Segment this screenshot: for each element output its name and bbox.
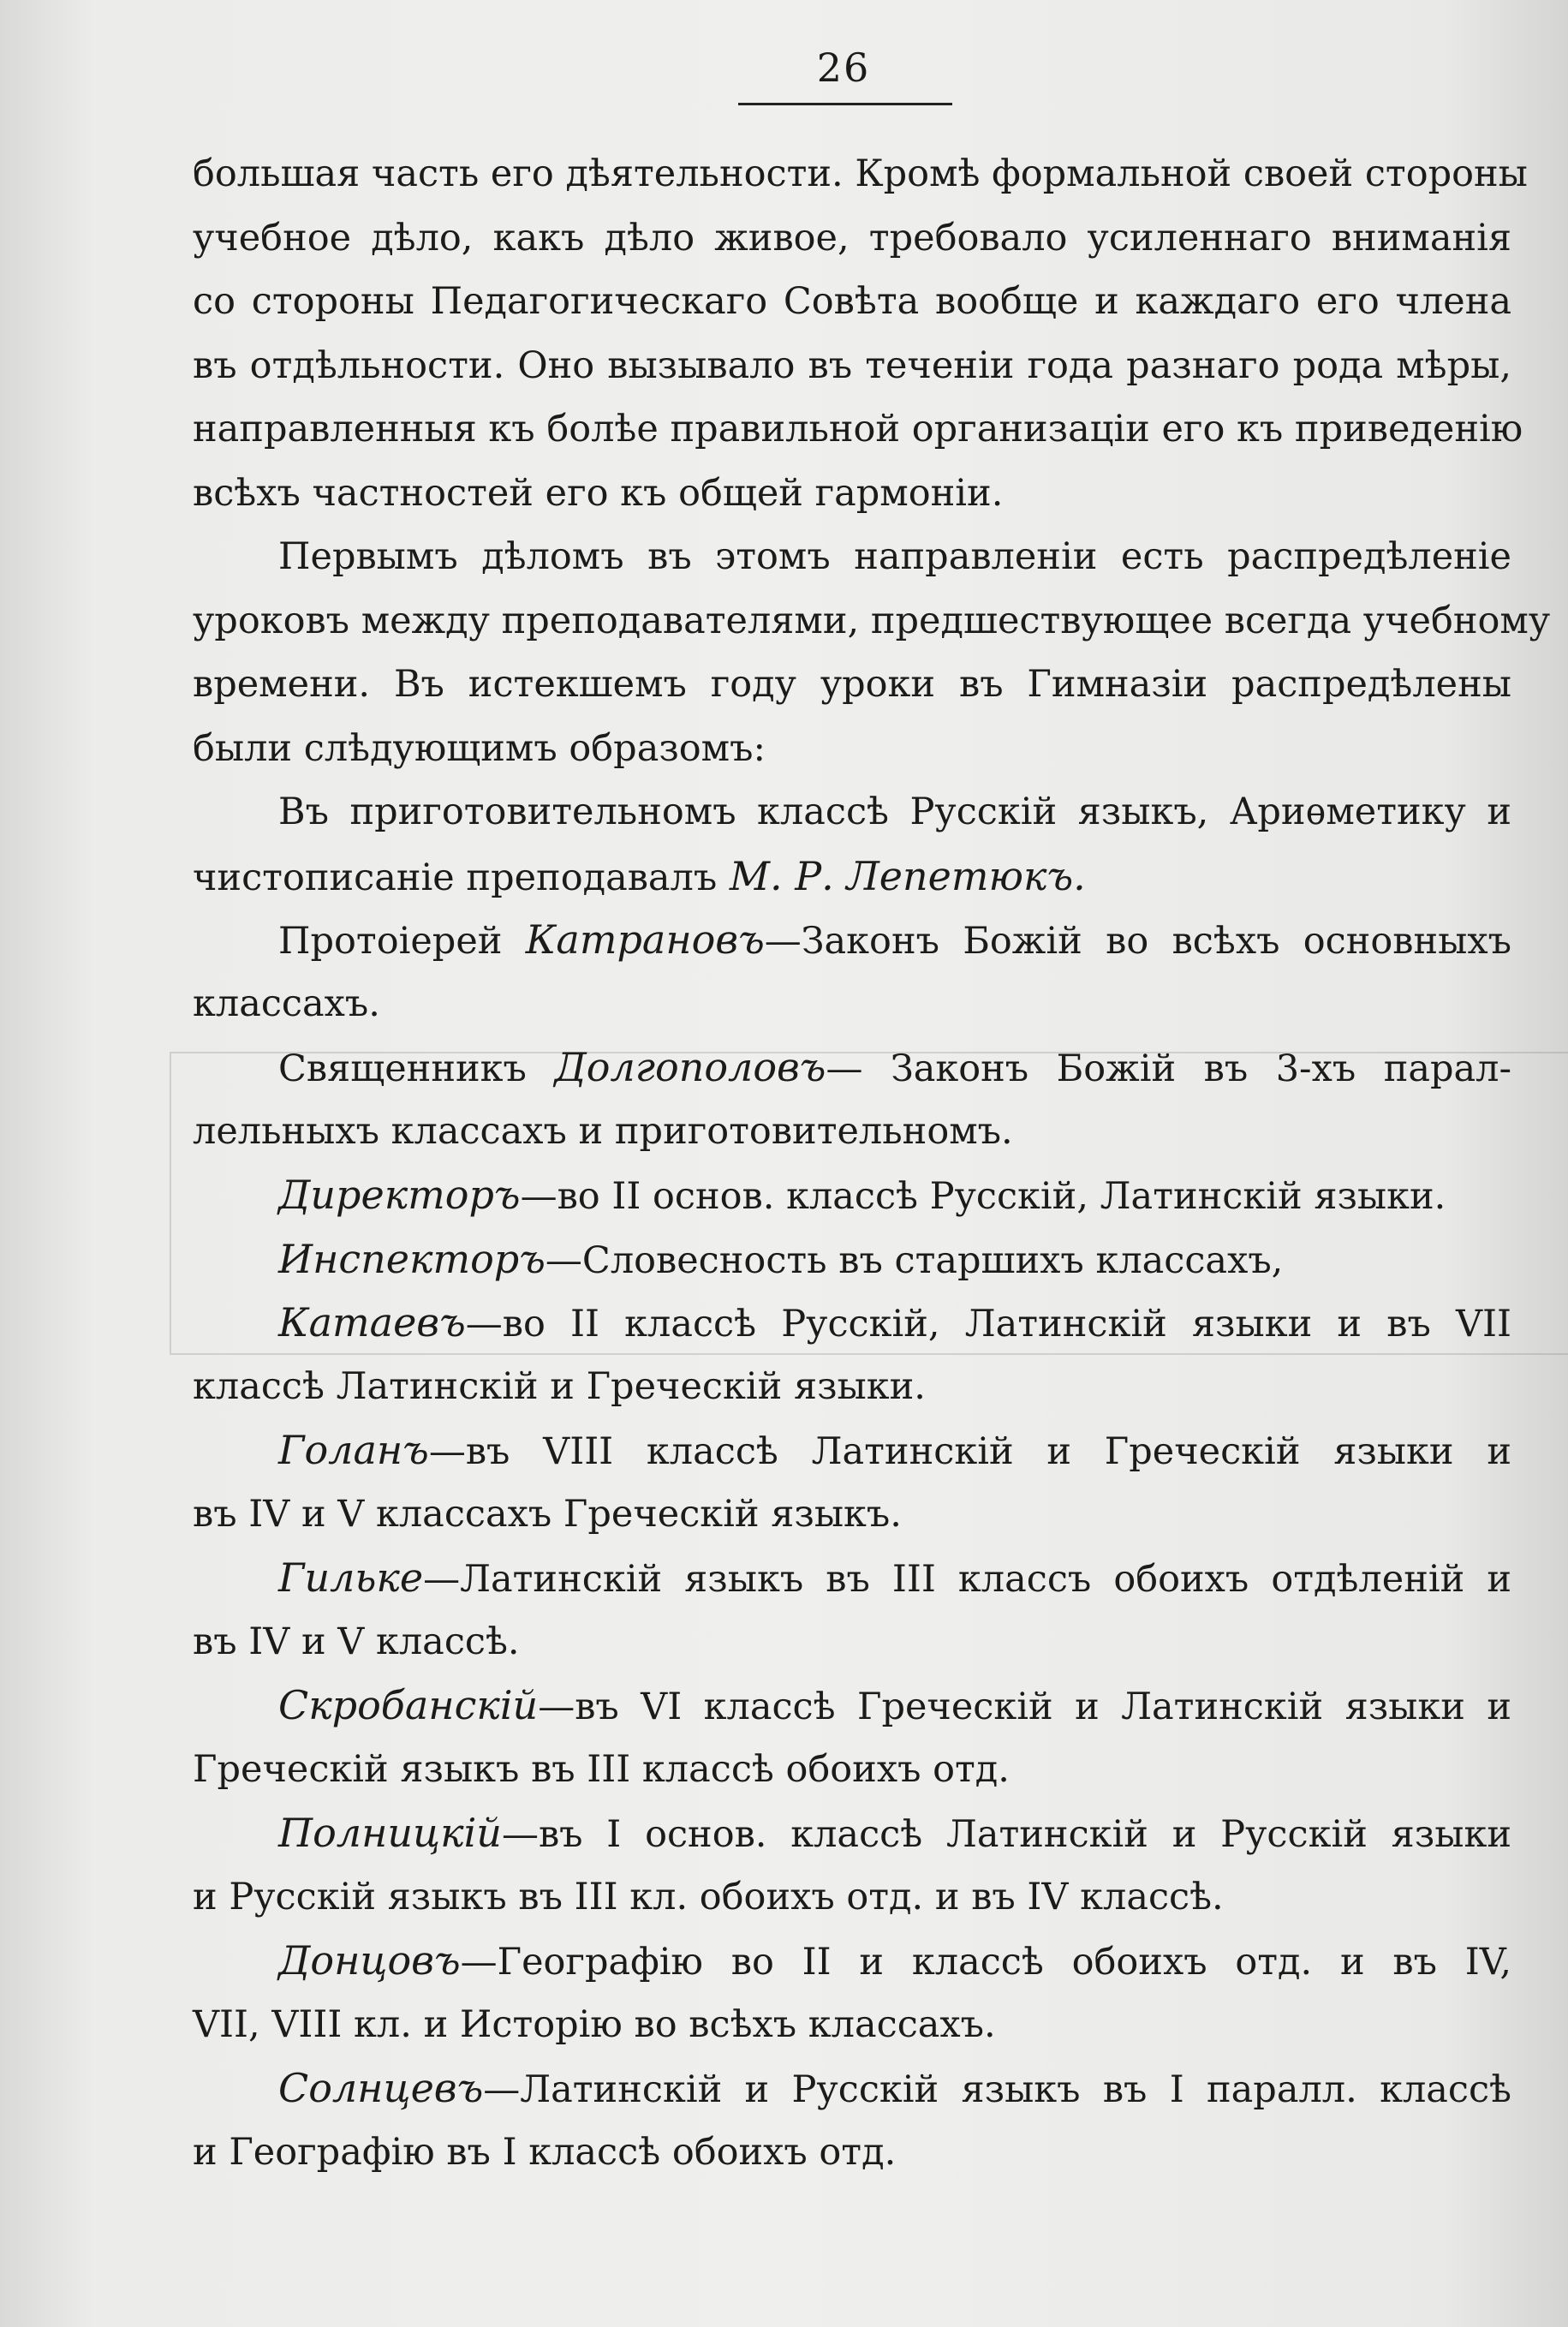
line-text: учебное дѣло, какъ дѣло живое, требовало усиленнаго вниманія [193,216,1511,260]
line-text: VII, VIII кл. и Исторію во всѣхъ классахъ. [193,2002,996,2046]
line-text: —Законъ Божій во всѣхъ основныхъ [764,920,1512,963]
line-text: въ отдѣльности. Оно вызывало въ теченіи года разнаго рода мѣры, [193,343,1511,387]
paragraph [193,1035,1511,1163]
line-text: —во II основ. классѣ Русскій, Латинскій языки. [520,1175,1446,1218]
line-text: направленныя къ болѣе правильной организаціи его къ приведенію [193,408,1523,450]
line-text: со стороны Педагогическаго Совѣта вообще и каждаго его члена [193,280,1511,323]
line-text: всѣхъ частностей его къ общей гармоніи. [193,471,1004,515]
paragraph [193,1546,1511,1674]
text-line [193,334,1511,398]
line-text: Первымъ дѣломъ въ этомъ направленіи есть распредѣленіе [278,535,1511,578]
page-number: 26 [816,45,871,91]
person-name: Полницкій [278,1810,502,1856]
person-name: Катаевъ [278,1299,466,1345]
person-name: Долгополовъ [554,1044,826,1090]
person-name: М. Р. Лепетюкъ. [717,852,1086,899]
text-line [193,1546,1511,1610]
line-text: времени. Въ истекшемъ году уроки въ Гимназіи распредѣлены [193,663,1511,706]
line-text: — Законъ Божій въ 3-хъ парал- [826,1047,1512,1090]
text-line [193,1801,1511,1865]
line-text: —Географію во II и классѣ обоихъ отд. и въ IV, [460,1941,1511,1984]
person-name: Директоръ [278,1172,521,1218]
person-name: Инспекторъ [278,1235,546,1282]
text-line [193,1355,1511,1419]
person-name: Катрановъ [525,916,765,963]
text-line [193,2056,1511,2121]
line-text: —въ VIII классѣ Латинскій и Греческій языки и [428,1430,1511,1473]
text-line [193,1929,1511,1993]
paragraph [193,1801,1511,1929]
text-line [193,589,1551,653]
text-line [193,206,1511,271]
body-text [193,142,1551,2184]
text-line [193,525,1511,589]
paragraph [193,1163,1511,1227]
text-line [193,1993,1511,2057]
text-line [193,972,1511,1036]
line-text: чистописаніе преподавалъ [193,856,718,899]
person-name: Голанъ [278,1427,429,1473]
person-name: Донцовъ [278,1937,461,1984]
paragraph [193,1929,1511,2056]
text-line [193,717,1511,781]
line-text: классѣ Латинскій и Греческій языки. [193,1364,926,1408]
text-line [193,1418,1511,1483]
text-line [193,1163,1511,1227]
text-line [193,844,1511,909]
line-prefix: Протоіерей [278,920,526,963]
line-text: Въ приготовительномъ классѣ Русскій языкъ, Ариѳметику и [278,791,1511,833]
paragraph [193,1227,1511,1292]
line-text: и Русскій языкъ въ III кл. обоихъ отд. и въ IV классѣ. [193,1875,1224,1918]
line-prefix: Священникъ [278,1047,555,1090]
paragraph [193,2056,1511,2184]
text-line [193,1610,1511,1674]
text-line [193,1291,1511,1355]
person-name: Гильке [278,1554,424,1601]
line-text: —въ I основ. классѣ Латинскій и Русскій языки [501,1813,1511,1856]
paragraph [193,142,1528,525]
text-line [193,780,1511,844]
line-text: Греческій языкъ въ III классѣ обоихъ отд. [193,1747,1010,1791]
line-text: —во II классѣ Русскій, Латинскій языки и въ VII [465,1303,1511,1345]
text-line [193,1227,1511,1292]
line-text: и Географію въ I классѣ обоихъ отд. [193,2130,897,2174]
text-line [193,142,1528,206]
paragraph [193,1418,1511,1546]
line-text: классахъ. [193,982,380,1025]
paragraph [193,1291,1511,1418]
line-text: уроковъ между преподавателями, предшествующее всегда учебному [193,599,1551,642]
person-name: Скробанскій [278,1682,539,1728]
person-name: Солнцевъ [278,2065,484,2111]
line-text: большая часть его дѣятельности. Кромѣ формальной своей стороны [193,152,1528,195]
line-text: —Латинскій и Русскій языкъ въ I паралл. классѣ [483,2068,1511,2111]
text-line [193,397,1523,462]
text-line [193,462,1511,526]
text-line [193,1865,1511,1930]
text-line [193,1483,1511,1547]
line-text: въ IV и V классѣ. [193,1620,520,1663]
text-line [193,908,1511,972]
text-line [193,1035,1511,1100]
text-line [193,653,1511,717]
text-line [193,2121,1511,2185]
text-line [193,1674,1511,1738]
paragraph [193,525,1551,780]
page-number-rule [738,103,952,105]
line-text: —Латинскій языкъ въ III классъ обоихъ отдѣленій и [423,1558,1511,1601]
text-line [193,1738,1511,1802]
line-text: въ IV и V классахъ Греческій языкъ. [193,1492,902,1536]
text-line [193,270,1511,334]
line-text: были слѣдующимъ образомъ: [193,726,766,770]
text-line [193,1100,1511,1164]
line-text: лельныхъ классахъ и приготовительномъ. [193,1109,1013,1153]
line-text: —въ VI классѣ Греческій и Латинскій языки и [538,1686,1511,1728]
paragraph [193,908,1511,1035]
line-text: —Словесность въ старшихъ классахъ, [545,1238,1284,1282]
paragraph [193,780,1511,908]
paragraph [193,1674,1511,1801]
